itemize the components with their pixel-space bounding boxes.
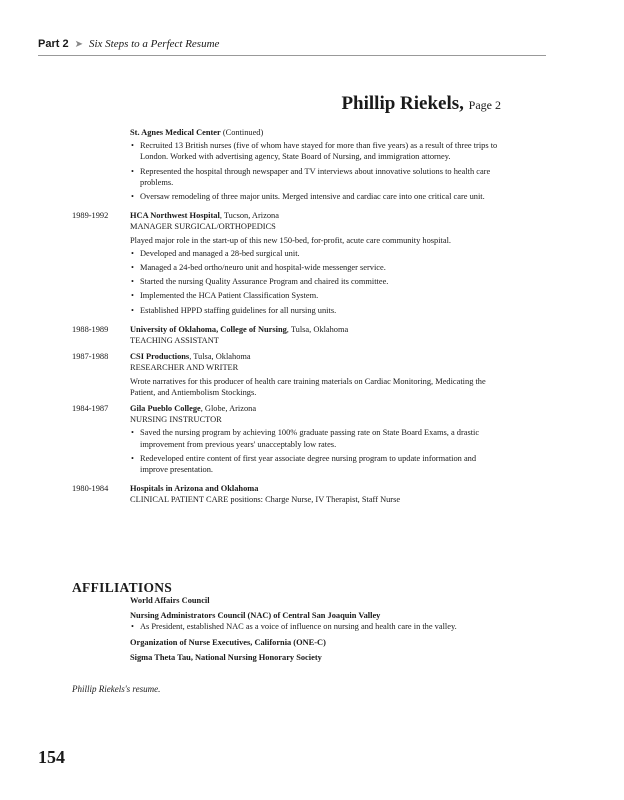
affiliation-item: Sigma Theta Tau, National Nursing Honorary Society bbox=[130, 652, 322, 662]
bullet: • Saved the nursing program by achieving 100% graduate passing rate on State Board Exams, a drastic improvement from previous years' unacceptably low rates. bbox=[140, 427, 502, 449]
bullet: • Developed and managed a 28-bed surgical unit. bbox=[140, 248, 502, 259]
bullet: • Oversaw remodeling of three major units. Merged intensive and cardiac care into one critical care unit. bbox=[140, 191, 502, 202]
job-dates: 1989-1992 bbox=[72, 211, 109, 221]
job-entry bbox=[72, 483, 502, 505]
job-org: HCA Northwest Hospital bbox=[130, 211, 220, 221]
page-label: Page 2 bbox=[468, 98, 501, 112]
affiliation-item: Organization of Nurse Executives, California (ONE-C) bbox=[130, 637, 326, 647]
job-title: TEACHING ASSISTANT bbox=[130, 336, 219, 346]
job-entry bbox=[72, 351, 502, 398]
arrow-icon: ➤ bbox=[74, 38, 83, 50]
figure-caption: Phillip Riekels's resume. bbox=[72, 684, 161, 694]
job-description: Wrote narratives for this producer of health care training materials on Cardiac Monitoring, Medicating the Patient, and Antiembolism Stockings. bbox=[130, 376, 486, 397]
bullet: • Represented the hospital through newspaper and TV interviews about innovative solutions to health care problems. bbox=[140, 166, 502, 188]
job-title: RESEARCHER AND WRITER bbox=[130, 363, 239, 373]
page-number: 154 bbox=[38, 747, 65, 767]
job-entry bbox=[72, 127, 502, 205]
bullet: • Started the nursing Quality Assurance Program and chaired its committee. bbox=[140, 276, 502, 287]
bullet: • Managed a 24-bed ortho/neuro unit and hospital-wide messenger service. bbox=[140, 262, 502, 273]
job-org: Gila Pueblo College bbox=[130, 404, 201, 414]
affiliation-item: World Affairs Council bbox=[130, 596, 210, 605]
job-location: , Globe, Arizona bbox=[200, 404, 257, 414]
bullet: • Recruited 13 British nurses (five of whom have stayed for more than five years) as a result of three trips to London. Worked with advertising agency, State Board of Nursing, and immigration attorney. bbox=[140, 140, 502, 162]
job-description: Played major role in the start-up of this new 150-bed, for-profit, acute care community hospital. bbox=[130, 235, 452, 245]
job-dates: 1987-1988 bbox=[72, 352, 109, 362]
running-header bbox=[38, 38, 219, 50]
name-text: Phillip Riekels, bbox=[341, 93, 464, 114]
chapter-title: Six Steps to a Perfect Resume bbox=[88, 38, 220, 50]
job-note: (Continued) bbox=[222, 128, 264, 137]
job-location: , Tulsa, Oklahoma bbox=[189, 352, 251, 362]
job-title: MANAGER SURGICAL/ORTHOPEDICS bbox=[130, 222, 276, 232]
job-dates: 1980-1984 bbox=[72, 484, 109, 494]
affiliations-heading: AFFILIATIONS bbox=[72, 580, 173, 595]
bullet: • Established HPPD staffing guidelines for all nursing units. bbox=[140, 305, 502, 316]
job-location: , Tucson, Arizona bbox=[219, 211, 279, 221]
resume-body bbox=[72, 127, 502, 506]
affiliation-item: Nursing Administrators Council (NAC) of Central San Joaquin Valley bbox=[130, 611, 381, 621]
job-entry bbox=[72, 324, 502, 346]
bullet: • As President, established NAC as a voice of influence on nursing and health care in the valley. bbox=[140, 621, 500, 632]
affiliations-list bbox=[130, 595, 500, 663]
header-rule bbox=[38, 55, 546, 56]
job-org: University of Oklahoma, College of Nursing bbox=[130, 324, 287, 334]
job-entry bbox=[72, 210, 502, 319]
job-entry bbox=[72, 403, 502, 478]
job-dates: 1988-1989 bbox=[72, 324, 109, 334]
job-org: Hospitals in Arizona and Oklahoma bbox=[130, 484, 259, 494]
job-dates: 1984-1987 bbox=[72, 404, 109, 414]
part-label: Part 2 bbox=[38, 38, 69, 50]
job-location: , Tulsa, Oklahoma bbox=[286, 324, 349, 334]
job-title: NURSING INSTRUCTOR bbox=[130, 415, 222, 425]
bullet: • Implemented the HCA Patient Classification System. bbox=[140, 290, 502, 301]
bullet: • Redeveloped entire content of first year associate degree nursing program to update information and improve presentation. bbox=[140, 453, 502, 475]
resume-name bbox=[341, 93, 501, 115]
job-title: CLINICAL PATIENT CARE positions: Charge Nurse, IV Therapist, Staff Nurse bbox=[130, 495, 401, 505]
job-org: CSI Productions bbox=[130, 352, 190, 362]
job-org: St. Agnes Medical Center bbox=[130, 128, 221, 137]
